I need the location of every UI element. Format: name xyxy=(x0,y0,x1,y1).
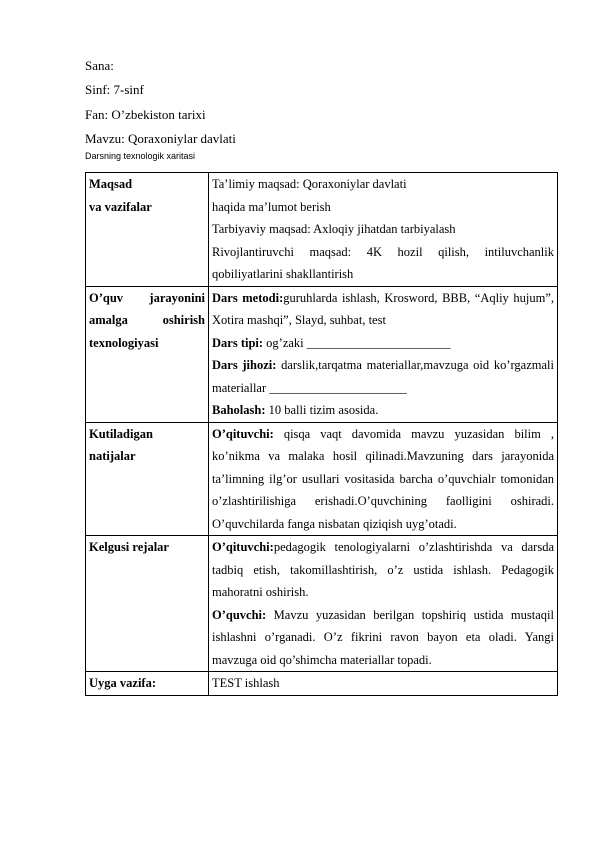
grading-label: Baholash: xyxy=(212,403,266,417)
teacher-results-text: qisqa vaqt davomida mavzu yuzasidan bilim , ko’nikma va malaka hosil qilinadi.Mavzuning dars jarayonida ta’limning ilg’or usullari vositasida barcha o’quvchialr tomonidan o’zlashtirilishiga erishadi.O’quvchining faolligini oshiradi. O’quvchilarda fanga nisbatan qiziqish uyg’otadi. xyxy=(212,426,554,531)
goal-upbringing: Tarbiyaviy maqsad: Axloqiy jihatdan tarbiyalash xyxy=(212,222,456,236)
teacher-plans-paragraph xyxy=(212,536,554,604)
table-row xyxy=(86,173,558,287)
table-row xyxy=(86,672,558,696)
label-line: amalga oshirish xyxy=(89,313,205,327)
student-plans-text: Mavzu yuzasidan berilgan topshiriq ustida mustaqil ishlashni o’rganadi. O’z fikrini ravon bayon eta oladi. Yangi mavzuga oid qo’shimcha materiallar topadi. xyxy=(212,607,554,667)
equipment-label: Dars jihozi: xyxy=(212,358,277,372)
row-content-technology xyxy=(209,286,558,422)
grading-paragraph xyxy=(212,399,554,422)
type-text: og’zaki _______________________ xyxy=(263,335,451,350)
table-row xyxy=(86,286,558,422)
table-row xyxy=(86,422,558,536)
teacher-label: O’qituvchi: xyxy=(212,540,274,554)
teacher-results-paragraph xyxy=(212,423,554,536)
label-line: texnologiyasi xyxy=(89,335,159,350)
goal-educational: Ta’limiy maqsad: Qoraxoniylar davlati xyxy=(212,177,407,191)
goal-developmental: Rivojlantiruvchi maqsad: 4K hozil qilish, intiluvchanlik qobiliyatlarini shakllantirish xyxy=(212,244,554,281)
label-line: O’quv jarayonini xyxy=(89,290,205,305)
label-line: va vazifalar xyxy=(89,199,152,214)
lesson-plan-table xyxy=(85,172,558,696)
table-caption: Darsning texnologik xaritasi xyxy=(85,151,196,161)
goal-educational-cont: haqida ma’lumot berish xyxy=(212,199,331,214)
class-line: Sinf: 7-sinf xyxy=(85,82,144,97)
row-content-goals xyxy=(209,173,558,287)
type-label: Dars tipi: xyxy=(212,335,264,350)
student-plans-paragraph xyxy=(212,604,554,672)
row-content-future-plans xyxy=(209,536,558,672)
subject-line: Fan: O’zbekiston tarixi xyxy=(85,107,206,122)
topic-line: Mavzu: Qoraxoniylar davlati xyxy=(85,131,236,146)
row-label-homework: Uyga vazifa: xyxy=(86,672,209,696)
equipment-paragraph xyxy=(212,354,554,399)
teacher-plans-text: pedagogik tenologiyalarni o’zlashtirishda va darsda tadbiq etish, takomillashtirish, o’z ustida ishlash. Pedagogik mahoratni oshirish. xyxy=(212,540,554,599)
method-label: Dars metodi: xyxy=(212,290,284,305)
date-line: Sana: xyxy=(85,58,114,73)
label-line: natijalar xyxy=(89,449,136,463)
method-paragraph xyxy=(212,287,554,332)
row-label-future-plans: Kelgusi rejalar xyxy=(86,536,209,672)
label-line: Kutiladigan xyxy=(89,426,153,441)
grading-text: 10 balli tizim asosida. xyxy=(265,403,379,417)
table-row xyxy=(86,536,558,672)
label-line: Maqsad xyxy=(89,177,133,191)
student-label: O’quvchi: xyxy=(212,607,267,622)
equipment-text: darslik,tarqatma materiallar,mavzuga oid ko’rgazmali materiallar ______________________ xyxy=(212,358,554,395)
row-label-goals xyxy=(86,173,209,287)
row-label-results xyxy=(86,422,209,536)
row-label-technology xyxy=(86,286,209,422)
teacher-label: O’qituvchi: xyxy=(212,426,274,441)
type-paragraph xyxy=(212,332,554,355)
method-text: guruhlarda ishlash, Krosword, BBB, “Aqliy hujum”, Xotira mashqi”, Slayd, suhbat, test xyxy=(212,290,555,327)
row-content-results xyxy=(209,422,558,536)
row-content-homework: TEST ishlash xyxy=(209,672,558,696)
